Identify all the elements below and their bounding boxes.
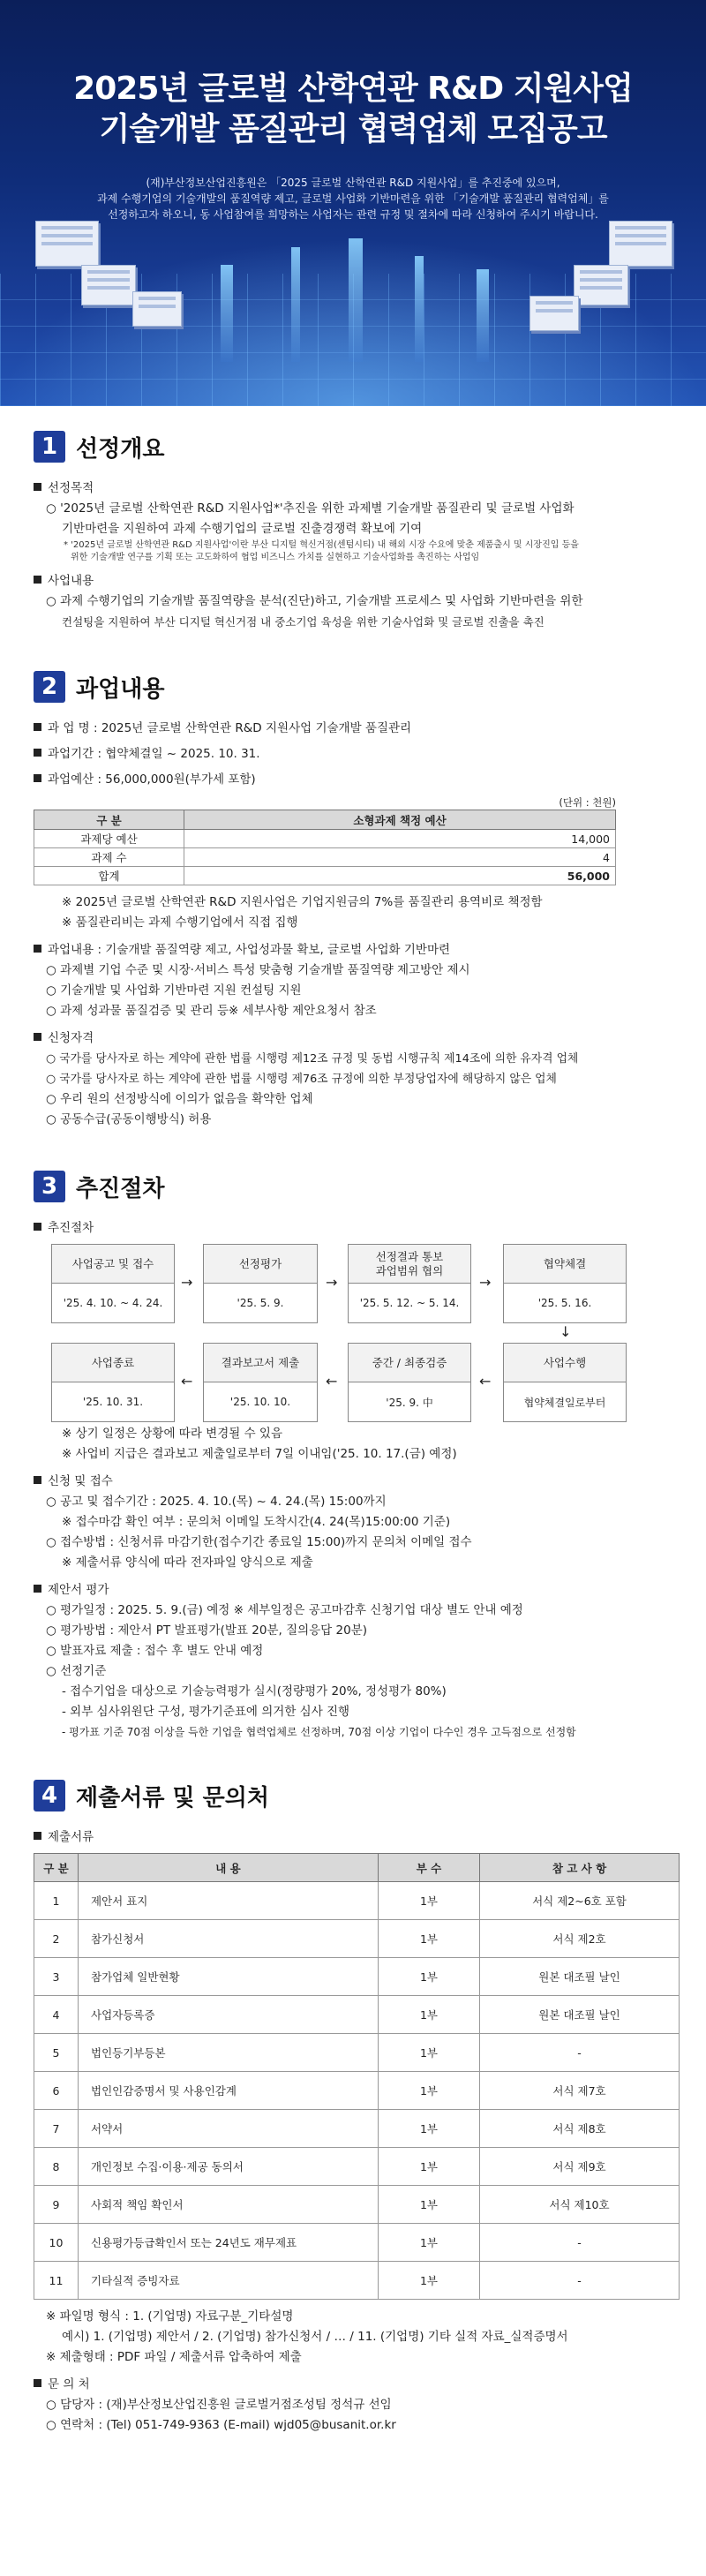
table-cell: 서약서	[79, 2110, 379, 2148]
section-documents	[0, 1774, 706, 1848]
subheading: 신청 및 접수	[34, 1472, 672, 1492]
table-cell: 1부	[379, 2224, 480, 2262]
table-cell: 신용평가등급확인서 또는 24년도 재무제표	[79, 2224, 379, 2262]
table-cell: 기타실적 증빙자료	[79, 2262, 379, 2300]
hero-light-pillar	[221, 265, 233, 362]
table-cell: 1부	[379, 1996, 480, 2034]
server-icon	[574, 265, 628, 305]
table-cell: 합계	[34, 867, 184, 885]
note-line: ※ 상기 일정은 상황에 따라 변경될 수 있음	[62, 1427, 283, 1441]
square-bullet-icon	[34, 1476, 41, 1484]
table-cell: 서식 제8호	[480, 2110, 680, 2148]
hero-title-line1: 2025년 글로벌 산학연관 R&D 지원사업	[73, 71, 633, 107]
arrow-left-icon: ←	[479, 1373, 492, 1390]
table-cell: 원본 대조필 날인	[480, 1958, 680, 1996]
table-cell: 과제 수	[34, 848, 184, 867]
process-step: 선정평가 '25. 5. 9.	[203, 1244, 318, 1323]
hero-light-pillar	[349, 238, 363, 362]
subheading: 제출서류	[34, 1827, 672, 1848]
section-scope-cont	[0, 893, 706, 1130]
table-cell: 7	[34, 2110, 79, 2148]
section-title: 제출서류 및 문의처	[76, 1784, 270, 1811]
budget-table	[34, 810, 616, 885]
text-line: 기반마련을 지원하여 과제 수행기업의 글로벌 진출경쟁력 확보에 기여	[62, 522, 423, 536]
square-bullet-icon	[34, 1033, 41, 1041]
arrow-right-icon: →	[479, 1274, 492, 1291]
square-bullet-icon	[34, 774, 41, 782]
table-cell: 1부	[379, 2110, 480, 2148]
hero-title-line2: 기술개발 품질관리 협력업체 모집공고	[99, 111, 607, 147]
table-cell: 1부	[379, 2262, 480, 2300]
table-row	[34, 2186, 680, 2224]
note-line: ※ 파일명 형식 : 1. (기업명) 자료구분_기타설명	[46, 2309, 294, 2324]
text-line: ○ 과제 성과물 품질검증 및 관리 등※ 세부사항 제안요청서 참조	[46, 1004, 377, 1018]
table-row	[34, 1958, 680, 1996]
table-row	[34, 848, 616, 867]
text-line: 과업예산 : 56,000,000원(부가세 포함)	[34, 770, 672, 790]
hero-intro-line: 과제 수행기업의 기술개발의 품질역량 제고, 글로벌 사업화 기반마련을 위한 「기술개발 품질관리 협력업체」를	[97, 192, 609, 205]
table-cell: 1	[34, 1882, 79, 1920]
table-cell: 11	[34, 2262, 79, 2300]
subheading: 과업내용 : 기술개발 품질역량 제고, 사업성과물 확보, 글로벌 사업화 기반마련	[34, 940, 672, 960]
subheading: 선정목적	[34, 478, 672, 499]
table-header-cell: 내 용	[79, 1854, 379, 1882]
table-row	[34, 1920, 680, 1958]
table-row	[34, 2110, 680, 2148]
text-line: ○ 과제별 기업 수준 및 시장·서비스 특성 맞춤형 기술개발 품질역량 제고방안 제시	[46, 963, 470, 977]
documents-table-body	[34, 1882, 680, 2300]
text-line: ○ 발표자료 제출 : 접수 후 별도 안내 예정	[46, 1644, 264, 1658]
section-header	[34, 426, 672, 468]
table-cell: 과제당 예산	[34, 830, 184, 848]
table-cell: 1부	[379, 2072, 480, 2110]
arrow-right-icon: →	[326, 1274, 338, 1291]
text-line: - 평가표 기준 70점 이상을 득한 기업을 협력업체로 선정하며, 70점 이상 기업이 다수인 경우 고득점으로 선정함	[62, 1726, 576, 1738]
square-bullet-icon	[34, 723, 41, 731]
section-title: 추진절차	[76, 1175, 165, 1202]
server-icon	[35, 221, 99, 267]
section-overview	[0, 426, 706, 632]
table-cell: 3	[34, 1958, 79, 1996]
table-cell: 1부	[379, 1882, 480, 1920]
table-cell: 서식 제10호	[480, 2186, 680, 2224]
table-cell: 4	[34, 1996, 79, 2034]
unit-label: (단위 : 천원)	[559, 796, 616, 809]
table-cell: 사업자등록증	[79, 1996, 379, 2034]
process-step: 사업종료 '25. 10. 31.	[51, 1343, 175, 1422]
table-cell: 법인등기부등본	[79, 2034, 379, 2072]
subheading: 추진절차	[34, 1218, 672, 1239]
hero-light-pillar	[291, 247, 300, 362]
section-title: 과업내용	[76, 675, 165, 703]
contact-person: ○ 담당자 : (재)부산정보산업진흥원 글로벌거점조성팀 정석규 선임	[46, 2398, 392, 2412]
table-row	[34, 1996, 680, 2034]
note-line: ※ 제출서류 양식에 따라 전자파일 양식으로 제출	[62, 1555, 313, 1570]
section-number: 4	[34, 1780, 65, 1811]
table-cell: 법인인감증명서 및 사용인감계	[79, 2072, 379, 2110]
text-line: ○ 선정기준	[46, 1664, 107, 1678]
note-line: ※ 제출형태 : PDF 파일 / 제출서류 압축하여 제출	[46, 2350, 302, 2364]
process-step: 중간 / 최종검증 '25. 9. 中	[348, 1343, 471, 1422]
table-cell: 1부	[379, 2186, 480, 2224]
subheading: 사업내용	[34, 571, 672, 591]
text-line: ○ 기술개발 및 사업화 기반마련 지원 컨설팅 지원	[46, 983, 302, 998]
table-cell: 제안서 표지	[79, 1882, 379, 1920]
table-cell: -	[480, 2224, 680, 2262]
table-row	[34, 2072, 680, 2110]
table-row	[34, 2148, 680, 2186]
section-number: 3	[34, 1171, 65, 1202]
table-cell: 서식 제9호	[480, 2148, 680, 2186]
section-title: 선정개요	[76, 435, 165, 463]
table-cell: 개인정보 수집·이용·제공 동의서	[79, 2148, 379, 2186]
server-icon	[81, 265, 136, 305]
section-header	[34, 1774, 672, 1817]
footnote: * '2025년 글로벌 산학연관 R&D 지원사업'이란 부산 디지털 혁신거점(센텀시티) 내 해외 시장 수요에 맞춘 제품출시 및 시장진입 등을	[64, 540, 579, 550]
text-line: ○ 과제 수행기업의 기술개발 품질역량을 분석(진단)하고, 기술개발 프로세스 및 사업화 기반마련을 위한	[46, 594, 583, 608]
square-bullet-icon	[34, 1223, 41, 1231]
square-bullet-icon	[34, 576, 41, 584]
table-header-cell: 구 분	[34, 810, 184, 830]
table-cell: 9	[34, 2186, 79, 2224]
table-cell: 6	[34, 2072, 79, 2110]
table-cell: 서식 제7호	[480, 2072, 680, 2110]
arrow-left-icon: ←	[181, 1373, 193, 1390]
table-cell: 2	[34, 1920, 79, 1958]
text-line: - 접수기업을 대상으로 기술능력평가 실시(정량평가 20%, 정성평가 80%)	[62, 1684, 447, 1699]
hero-intro	[97, 175, 609, 222]
text-line: ○ 국가를 당사자로 하는 계약에 관한 법률 시행령 제12조 규정 및 동법 시행규칙 제14조에 의한 유자격 업체	[46, 1052, 579, 1066]
table-cell: 참가신청서	[79, 1920, 379, 1958]
process-flow	[34, 1244, 672, 1429]
table-cell: 1부	[379, 1958, 480, 1996]
arrow-right-icon: →	[181, 1274, 193, 1291]
section-number: 1	[34, 431, 65, 463]
square-bullet-icon	[34, 749, 41, 757]
process-step: 선정결과 통보 과업범위 협의 '25. 5. 12. ~ 5. 14.	[348, 1244, 471, 1323]
table-cell: -	[480, 2262, 680, 2300]
table-header-cell: 참 고 사 항	[480, 1854, 680, 1882]
text-line: ○ 평가일정 : 2025. 5. 9.(금) 예정 ※ 세부일정은 공고마감후 신청기업 대상 별도 안내 예정	[46, 1603, 523, 1617]
table-cell: 5	[34, 2034, 79, 2072]
server-icon	[132, 291, 182, 327]
table-cell: 8	[34, 2148, 79, 2186]
table-cell: -	[480, 2034, 680, 2072]
table-cell: 56,000	[184, 867, 616, 885]
hero-light-pillar	[477, 269, 489, 362]
server-icon	[609, 221, 672, 267]
text-line: ○ 공동수급(공동이행방식) 허용	[46, 1112, 212, 1126]
documents-table	[34, 1853, 680, 2300]
section-documents-cont	[0, 2307, 706, 2436]
table-header-row	[34, 810, 616, 830]
table-row-total	[34, 867, 616, 885]
table-cell: 4	[184, 848, 616, 867]
subheading: 신청자격	[34, 1028, 672, 1049]
text-line: ○ 국가를 당사자로 하는 계약에 관한 법률 시행령 제76조 규정에 의한 부정당업자에 해당하지 않은 업체	[46, 1073, 557, 1086]
table-cell: 1부	[379, 2034, 480, 2072]
table-row	[34, 2224, 680, 2262]
table-cell: 1부	[379, 2148, 480, 2186]
text-line: ○ 공고 및 접수기간 : 2025. 4. 10.(목) ~ 4. 24.(목) 15:00까지	[46, 1495, 387, 1509]
text-line: 과업기간 : 협약체결일 ~ 2025. 10. 31.	[34, 744, 672, 765]
section-number: 2	[34, 671, 65, 703]
square-bullet-icon	[34, 483, 41, 491]
note-line: ※ 접수마감 확인 여부 : 문의처 이메일 도착시간(4. 24(목)15:00:00 기준)	[62, 1515, 451, 1529]
table-header-cell: 부 수	[379, 1854, 480, 1882]
contact-info: ○ 연락처 : (Tel) 051-749-9363 (E-mail) wjd05@busanit.or.kr	[46, 2418, 396, 2432]
square-bullet-icon	[34, 1832, 41, 1840]
hero-intro-line: (재)부산정보산업진흥원은 「2025 글로벌 산학연관 R&D 지원사업」를 추진중에 있으며,	[146, 177, 560, 189]
text-line: - 외부 심사위원단 구성, 평가기준표에 의거한 심사 진행	[62, 1705, 350, 1719]
text-line: ○ 접수방법 : 신청서류 마감기한(접수기간 종료일 15:00)까지 문의처 이메일 접수	[46, 1535, 472, 1549]
note-line: 예시) 1. (기업명) 제안서 / 2. (기업명) 참가신청서 / … / 11. (기업명) 기타 실적 자료_실적증명서	[62, 2330, 568, 2344]
table-cell: 서식 제2호	[480, 1920, 680, 1958]
section-scope	[0, 666, 706, 790]
table-header-row	[34, 1854, 680, 1882]
table-row	[34, 1882, 680, 1920]
table-cell: 10	[34, 2224, 79, 2262]
process-step: 사업공고 및 접수 '25. 4. 10. ~ 4. 24.	[51, 1244, 175, 1323]
text-line: 컨설팅을 지원하여 부산 디지털 혁신거점 내 중소기업 육성을 위한 기술사업화 및 글로벌 진출을 촉진	[62, 615, 545, 629]
subheading: 제안서 평가	[34, 1580, 672, 1601]
process-step: 협약체결 '25. 5. 16.	[503, 1244, 627, 1323]
hero-light-pillar	[415, 256, 424, 362]
table-row	[34, 2034, 680, 2072]
square-bullet-icon	[34, 945, 41, 953]
arrow-down-icon: ↓	[560, 1323, 572, 1340]
note-line: ※ 2025년 글로벌 산학연관 R&D 지원사업은 기업지원금의 7%를 품질관리 용역비로 책정함	[62, 895, 543, 909]
process-step: 사업수행 협약체결일로부터	[503, 1343, 627, 1422]
arrow-left-icon: ←	[326, 1373, 338, 1390]
hero-banner	[0, 0, 706, 406]
subheading: 문 의 처	[34, 2375, 672, 2395]
square-bullet-icon	[34, 1585, 41, 1593]
table-cell: 1부	[379, 1920, 480, 1958]
hero-intro-line: 선정하고자 하오니, 동 사업참여를 희망하는 사업자는 관련 규정 및 절차에 따라 신청하여 주시기 바랍니다.	[108, 208, 598, 221]
table-cell: 참가업체 일반현황	[79, 1958, 379, 1996]
server-icon	[530, 296, 579, 331]
table-row	[34, 830, 616, 848]
table-header-cell: 구 분	[34, 1854, 79, 1882]
section-header	[34, 666, 672, 708]
text-line: ○ 평가방법 : 제안서 PT 발표평가(발표 20분, 질의응답 20분)	[46, 1623, 368, 1638]
note-line: ※ 품질관리비는 과제 수행기업에서 직접 집행	[62, 915, 298, 930]
section-header	[34, 1165, 672, 1208]
table-cell: 서식 제2~6호 포함	[480, 1882, 680, 1920]
table-row	[34, 2262, 680, 2300]
process-step: 결과보고서 제출 '25. 10. 10.	[203, 1343, 318, 1422]
table-cell: 원본 대조필 날인	[480, 1996, 680, 2034]
table-header-cell: 소형과제 책정 예산	[184, 810, 616, 830]
note-line: ※ 사업비 지급은 결과보고 제출일로부터 7일 이내임('25. 10. 17.(금) 예정)	[62, 1447, 457, 1461]
table-cell: 14,000	[184, 830, 616, 848]
footnote: 위한 기술개발 연구를 기획 또는 고도화하여 협업 비즈니스 가치를 실현하고 기술사업화를 촉진하는 사업임	[71, 553, 480, 562]
section-procedure	[0, 1165, 706, 1743]
table-cell: 사회적 책임 확인서	[79, 2186, 379, 2224]
text-line: ○ '2025년 글로벌 산학연관 R&D 지원사업*'추진을 위한 과제별 기술개발 품질관리 및 글로벌 사업화	[46, 501, 575, 516]
text-line: ○ 우리 원의 선정방식에 이의가 없음을 확약한 업체	[46, 1092, 313, 1106]
text-line: 과 업 명 : 2025년 글로벌 산학연관 R&D 지원사업 기술개발 품질관리	[34, 719, 672, 739]
square-bullet-icon	[34, 2379, 41, 2387]
